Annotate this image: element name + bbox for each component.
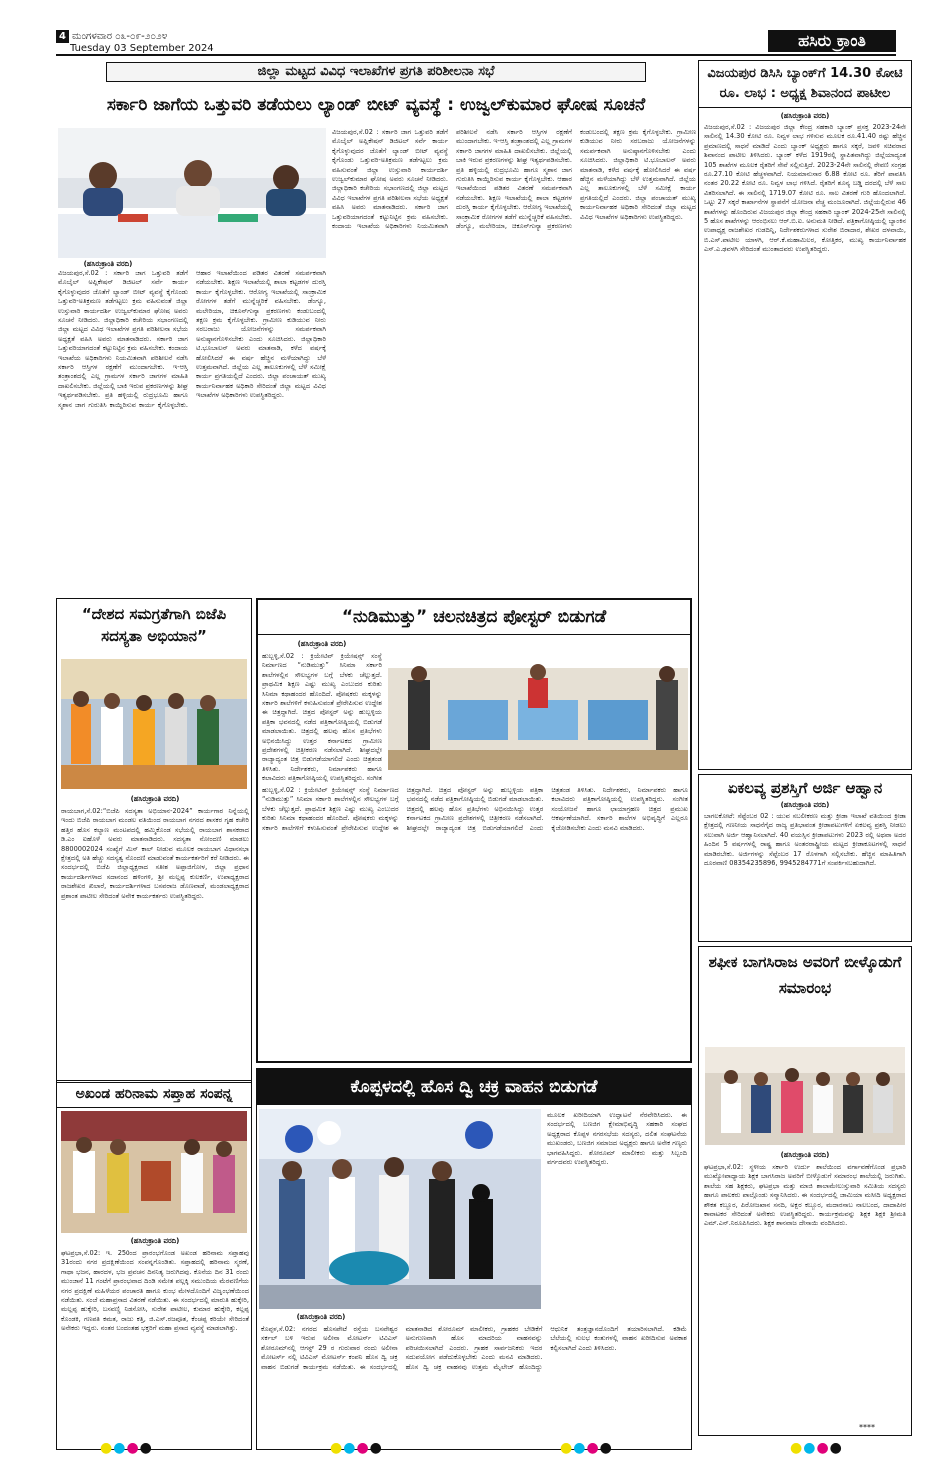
shafiq-byline: (ಹಸಿರುಕ್ರಾಂತಿ ವರದಿ) <box>780 1151 830 1159</box>
date-english: Tuesday 03 September 2024 <box>70 43 214 54</box>
harinama-story <box>56 1080 252 1450</box>
bank-byline: (ಹಸಿರುಕ್ರಾಂತಿ ವರದಿ) <box>780 112 830 120</box>
bjp-byline: (ಹಸಿರುಕ್ರಾಂತಿ ವರದಿ) <box>130 795 180 803</box>
ekalavya-headline: ಏಕಲವ್ಯ ಪ್ರಶಸ್ತಿಗೆ ಅರ್ಜಿ ಆಹ್ವಾನ <box>727 779 883 797</box>
page-number: 4 <box>56 30 69 43</box>
nudimuttu-body-2: ಹುಬ್ಬಳ್ಳಿ,ಸೆ.02 : ಕ್ರಿಯೇಟಿವ್ ಕ್ರಿಯೇಷನ್ಸ್ ಸಂಸ್ಥೆ ನಿರ್ಮಾಣದ “ನುಡಿಮುತ್ತು” ಸಿನಿಮಾ ಸರ್ಕಾರಿ ಶಾಲೆಗಳಲ್ಲಿನ ಸೌಲಭ್ಯಗಳ ಬಗ್ಗೆ ಬೆಳಕು ಚೆಲ್ಲುತ್ತದೆ. ಪ್ರಾಥಮಿಕ ಶಿಕ್ಷಣ ಎಷ್ಟು ಮುಖ್ಯ ಎಂಬುದರ ಕುರಿತು ಸಿನಿಮಾ ಕಥಾಹಂದರ ಹೊಂದಿದೆ. ಪೋಷಕರು ಮಕ್ಕಳನ್ನು ಸರ್ಕಾರಿ ಶಾಲೆಗಳಿಗೆ ಕಳುಹಿಸುವಂತೆ ಪ್ರೇರೇಪಿಸುವ ಉದ್ದೇಶ ಈ ಚಿತ್ರದ್ದಾಗಿದೆ. ಚಿತ್ರದ ಪೋಸ್ಟರ್ ಅನ್ನು ಹುಬ್ಬಳ್ಳಿಯ ಪತ್ರಿಕಾ ಭವನದಲ್ಲಿ ನಡೆದ ಪತ್ರಿಕಾಗೋಷ್ಠಿಯಲ್ಲಿ ಬಿಡುಗಡೆ ಮಾಡಲಾಯಿತು. ಚಿತ್ರದಲ್ಲಿ ಹಲವು ಹೊಸ ಪ್ರತಿಭೆಗಳು ಅಭಿನಯಿಸಿದ್ದು ಉತ್ತರ ಕರ್ನಾಟಕದ ಗ್ರಾಮೀಣ ಪ್ರದೇಶಗಳಲ್ಲಿ ಚಿತ್ರೀಕರಣ ನಡೆಸಲಾಗಿದೆ. ಶೀಘ್ರದಲ್ಲೇ ರಾಜ್ಯಾದ್ಯಂತ ಚಿತ್ರ ಬಿಡುಗಡೆಯಾಗಲಿದೆ ಎಂದು ಚಿತ್ರತಂಡ ತಿಳಿಸಿತು. ನಿರ್ದೇಶಕರು, ನಿರ್ಮಾಪಕರು ಹಾಗೂ ಕಲಾವಿದರು ಪತ್ರಿಕಾಗೋಷ್ಠಿಯಲ್ಲಿ ಉಪಸ್ಥಿತರಿದ್ದರು. ಸಂಗೀತ ಸಂಯೋಜನೆ ಹಾಗೂ ಛಾಯಾಗ್ರಹಣ ಚಿತ್ರದ ಪ್ರಮುಖ ಆಕರ್ಷಣೆಯಾಗಿದೆ. ಸರ್ಕಾರಿ ಶಾಲೆಗಳ ಅಭಿವೃದ್ಧಿಗೆ ಎಲ್ಲರೂ ಕೈಜೋಡಿಸಬೇಕು ಎಂದು ಮನವಿ ಮಾಡಿದರು. <box>262 786 688 832</box>
bank-headline: ವಿಜಯಪುರ ಡಿಸಿಸಿ ಬ್ಯಾಂಕ್‌ಗೆ 14.30 ಕೋಟಿ ರೂ. ಲಾಭ : ಅಧ್ಯಕ್ಷ ಶಿವಾನಂದ ಪಾಟೀಲ <box>699 61 911 108</box>
ekalavya-byline: (ಹಸಿರುಕ್ರಾಂತಿ ವರದಿ) <box>780 801 830 809</box>
main-headline: ಸರ್ಕಾರಿ ಜಾಗೆಯ ಒತ್ತುವರಿ ತಡೆಯಲು ಲ್ಯಾಂಡ್ ಬೀಟ್ ವ್ಯವಸ್ಥೆ : ಉಜ್ವಲ್‌ಕುಮಾರ ಘೋಷ ಸೂಚನೆ <box>106 95 646 115</box>
bjp-headline: “ದೇಶದ ಸಮಗ್ರತೆಗಾಗಿ ಬಿಜೆಪಿ ಸದಸ್ಯತಾ ಅಭಿಯಾನ” <box>81 605 227 645</box>
nudimuttu-story <box>256 598 692 1063</box>
main-body-2: ವಿಜಯಪುರ,ಸೆ.02 : ಸರ್ಕಾರಿ ಜಾಗ ಒತ್ತುವರಿ ತಡೆಗೆ ಮೊಬೈಲ್ ಅಪ್ಲಿಕೇಷನ್ ಡಿಜಿಟಲ್ ಸರ್ವೆ ಕಾರ್ಯ ಕೈಗೊಳ್ಳುವುದರ ಜೊತೆಗೆ ಲ್ಯಾಂಡ್ ಬೀಟ್ ವ್ಯವಸ್ಥೆ ಕೈಗೊಂಡು ಒತ್ತುವರಿ-ಅತಿಕ್ರಮಣ ತಡೆಗಟ್ಟಲು ಕ್ರಮ ವಹಿಸುವಂತೆ ಜಿಲ್ಲಾ ಉಸ್ತುವಾರಿ ಕಾರ್ಯದರ್ಶಿ ಉಜ್ವಲ್‌ಕುಮಾರ ಘೋಷ ಅವರು ಸೂಚನೆ ನೀಡಿದರು. ಜಿಲ್ಲಾಧಿಕಾರಿ ಕಚೇರಿಯ ಸಭಾಂಗಣದಲ್ಲಿ ಜಿಲ್ಲಾ ಮಟ್ಟದ ವಿವಿಧ ಇಲಾಖೆಗಳ ಪ್ರಗತಿ ಪರಿಶೀಲನಾ ಸಭೆಯ ಅಧ್ಯಕ್ಷತೆ ವಹಿಸಿ ಅವರು ಮಾತನಾಡಿದರು. ಸರ್ಕಾರಿ ಜಾಗ ಒತ್ತುವರಿಯಾಗದಂತೆ ಕಟ್ಟುನಿಟ್ಟಿನ ಕ್ರಮ ವಹಿಸಬೇಕು. ಕಂದಾಯ ಇಲಾಖೆಯ ಅಧಿಕಾರಿಗಳು ನಿಯಮಿತವಾಗಿ ಪರಿಶೀಲನೆ ನಡೆಸಿ ಸರ್ಕಾರಿ ಆಸ್ತಿಗಳ ರಕ್ಷಣೆಗೆ ಮುಂದಾಗಬೇಕು. ಇ-ಆಸ್ತಿ ತಂತ್ರಾಂಶದಲ್ಲಿ ಎಲ್ಲ ಗ್ರಾಮಗಳ ಸರ್ಕಾರಿ ಜಾಗಗಳ ಮಾಹಿತಿ ದಾಖಲಿಸಬೇಕು. ಜಿಲ್ಲೆಯಲ್ಲಿ ಬಾಕಿ ಇರುವ ಪ್ರಕರಣಗಳನ್ನು ಶೀಘ್ರ ಇತ್ಯರ್ಥಪಡಿಸಬೇಕು. ಪ್ರತಿ ಹಳ್ಳಿಯಲ್ಲಿ ರುದ್ರಭೂಮಿ ಹಾಗೂ ಸ್ಮಶಾನ ಜಾಗ ಗುರುತಿಸಿ ಕಾಯ್ದಿರಿಸುವ ಕಾರ್ಯ ಕೈಗೊಳ್ಳಬೇಕು. ಆಹಾರ ಇಲಾಖೆಯಿಂದ ಪಡಿತರ ವಿತರಣೆ ಸಮರ್ಪಕವಾಗಿ ನಡೆಯಬೇಕು. ಶಿಕ್ಷಣ ಇಲಾಖೆಯಲ್ಲಿ ಶಾಲಾ ಕಟ್ಟಡಗಳ ದುರಸ್ತಿ ಕಾರ್ಯ ಕೈಗೊಳ್ಳಬೇಕು. ಆರೋಗ್ಯ ಇಲಾಖೆಯಲ್ಲಿ ಸಾಂಕ್ರಾಮಿಕ ರೋಗಗಳ ತಡೆಗೆ ಮುನ್ನೆಚ್ಚರಿಕೆ ವಹಿಸಬೇಕು. ಡೆಂಗ್ಯೂ, ಮಲೇರಿಯಾ, ಚಿಕೂನ್‌ಗುನ್ಯಾ ಪ್ರಕರಣಗಳು ಕಂಡುಬಂದಲ್ಲಿ ತಕ್ಷಣ ಕ್ರಮ ಕೈಗೊಳ್ಳಬೇಕು. ಗ್ರಾಮೀಣ ಕುಡಿಯುವ ನೀರು ಸರಬರಾಜು ಯೋಜನೆಗಳನ್ನು ಸಮರ್ಪಕವಾಗಿ ಅನುಷ್ಠಾನಗೊಳಿಸಬೇಕು ಎಂದು ಸೂಚಿಸಿದರು. ಜಿಲ್ಲಾಧಿಕಾರಿ ಟಿ.ಭೂಬಾಲನ್ ಅವರು ಮಾತನಾಡಿ, ಕಳೆದ ವರ್ಷಕ್ಕೆ ಹೋಲಿಸಿದರೆ ಈ ವರ್ಷ ಹೆಚ್ಚಿನ ಮಳೆಯಾಗಿದ್ದು ಬೆಳೆ ಉತ್ತಮವಾಗಿದೆ. ಜಿಲ್ಲೆಯ ಎಲ್ಲ ತಾಲೂಕುಗಳಲ್ಲಿ ಬೆಳೆ ಸಮೀಕ್ಷೆ ಕಾರ್ಯ ಪ್ರಗತಿಯಲ್ಲಿದೆ ಎಂದರು. ಜಿಲ್ಲಾ ಪಂಚಾಯತ್ ಮುಖ್ಯ ಕಾರ್ಯನಿರ್ವಾಹಕ ಅಧಿಕಾರಿ ಸೇರಿದಂತೆ ಜಿಲ್ಲಾ ಮಟ್ಟದ ವಿವಿಧ ಇಲಾಖೆಗಳ ಅಧಿಕಾರಿಗಳು ಉಪಸ್ಥಿತರಿದ್ದರು. <box>332 128 696 231</box>
harinama-photo <box>61 1111 247 1233</box>
registration-marks-4: ●●●● <box>790 1440 843 1456</box>
nudimuttu-headline: “ನುಡಿಮುತ್ತು” ಚಲನಚಿತ್ರದ ಪೋಸ್ಟರ್ ಬಿಡುಗಡೆ <box>258 600 690 635</box>
vehicle-launch-photo <box>259 1109 541 1309</box>
registration-marks-1: ●●●● <box>100 1440 153 1456</box>
vehicle-body: ಕೊಪ್ಪಳ,ಸೆ.02: ನಗರದ ಹೊಸಪೇಟೆ ರಸ್ತೆಯ ಬಸವೇಶ್ವರ ಸರ್ಕಲ್ ಬಳಿ ಇರುವ ಅಲೀನಾ ಮೋಟರ್ಸ್ ಟಿವಿಎಸ್ ಶೋರೂಮ್‌ನಲ್ಲಿ ಆಗಸ್ಟ್ 29 ರ ಗುರುವಾರ ರಂದು ಅಲೀನಾ ಮೋಟರ್ಸ್ ನಲ್ಲಿ ಟಿವಿಎಸ್ ಮೋಟರ್ಸ್ ಕಂಪನಿ ಹೊಸ ದ್ವಿ ಚಕ್ರ ವಾಹನ ಬಿಡುಗಡೆ ಕಾರ್ಯಕ್ರಮ ನಡೆಯಿತು. ಈ ಸಂದರ್ಭದಲ್ಲಿ ಮಾತನಾಡಿದ ಶೋರೂಮ್ ಮಾಲೀಕರು, ಗ್ರಾಹಕರ ಬೇಡಿಕೆಗೆ ಅನುಗುಣವಾಗಿ ಹೊಸ ಮಾದರಿಯ ವಾಹನವನ್ನು ಪರಿಚಯಿಸಲಾಗಿದೆ ಎಂದರು. ಗ್ರಾಹಕ ಸಾರ್ವಜನಿಕರು ಇದರ ಸದುಪಯೋಗ ಪಡೆದುಕೊಳ್ಳಬೇಕು ಎಂದು ಮನವಿ ಮಾಡಿದರು. ಹೊಸ ದ್ವಿ ಚಕ್ರ ವಾಹನವು ಉತ್ತಮ ಮೈಲೇಜ್ ಹೊಂದಿದ್ದು ಆಧುನಿಕ ತಂತ್ರಜ್ಞಾನದೊಂದಿಗೆ ತಯಾರಿಸಲಾಗಿದೆ. ಕಡಿಮೆ ಬೆಲೆಯಲ್ಲಿ ಸುಲಭ ಕಂತುಗಳಲ್ಲಿ ವಾಹನ ಖರೀದಿಸುವ ಅವಕಾಶ ಕಲ್ಪಿಸಲಾಗಿದೆ ಎಂದು ತಿಳಿಸಿದರು. <box>261 1325 687 1371</box>
bjp-story <box>56 598 252 1083</box>
date-kannada: ಮಂಗಳವಾರ ೦೩-೦೯-೨೦೨೪ <box>71 31 168 42</box>
harinama-headline: ಅಖಂಡ ಹರಿನಾಮ ಸಪ್ತಾಹ ಸಂಪನ್ನ <box>57 1081 251 1108</box>
harinama-byline: (ಹಸಿರುಕ್ರಾಂತಿ ವರದಿ) <box>130 1237 180 1245</box>
nudimuttu-byline: (ಹಸಿರುಕ್ರಾಂತಿ ವರದಿ) <box>297 640 347 648</box>
main-columns <box>56 128 696 590</box>
farewell-photo <box>705 1047 905 1145</box>
shafiq-story <box>698 946 912 1436</box>
registration-marks-2: ●●●● <box>330 1440 383 1456</box>
vehicle-story <box>256 1068 692 1450</box>
poster-release-photo <box>388 640 688 770</box>
bank-story <box>698 60 912 770</box>
header-rule <box>56 54 896 56</box>
nudimuttu-body-1: ಹುಬ್ಬಳ್ಳಿ,ಸೆ.02 : ಕ್ರಿಯೇಟಿವ್ ಕ್ರಿಯೇಷನ್ಸ್ ಸಂಸ್ಥೆ ನಿರ್ಮಾಣದ “ನುಡಿಮುತ್ತು” ಸಿನಿಮಾ ಸರ್ಕಾರಿ ಶಾಲೆಗಳಲ್ಲಿನ ಸೌಲಭ್ಯಗಳ ಬಗ್ಗೆ ಬೆಳಕು ಚೆಲ್ಲುತ್ತದೆ. ಪ್ರಾಥಮಿಕ ಶಿಕ್ಷಣ ಎಷ್ಟು ಮುಖ್ಯ ಎಂಬುದರ ಕುರಿತು ಸಿನಿಮಾ ಕಥಾಹಂದರ ಹೊಂದಿದೆ. ಪೋಷಕರು ಮಕ್ಕಳನ್ನು ಸರ್ಕಾರಿ ಶಾಲೆಗಳಿಗೆ ಕಳುಹಿಸುವಂತೆ ಪ್ರೇರೇಪಿಸುವ ಉದ್ದೇಶ ಈ ಚಿತ್ರದ್ದಾಗಿದೆ. ಚಿತ್ರದ ಪೋಸ್ಟರ್ ಅನ್ನು ಹುಬ್ಬಳ್ಳಿಯ ಪತ್ರಿಕಾ ಭವನದಲ್ಲಿ ನಡೆದ ಪತ್ರಿಕಾಗೋಷ್ಠಿಯಲ್ಲಿ ಬಿಡುಗಡೆ ಮಾಡಲಾಯಿತು. ಚಿತ್ರದಲ್ಲಿ ಹಲವು ಹೊಸ ಪ್ರತಿಭೆಗಳು ಅಭಿನಯಿಸಿದ್ದು ಉತ್ತರ ಕರ್ನಾಟಕದ ಗ್ರಾಮೀಣ ಪ್ರದೇಶಗಳಲ್ಲಿ ಚಿತ್ರೀಕರಣ ನಡೆಸಲಾಗಿದೆ. ಶೀಘ್ರದಲ್ಲೇ ರಾಜ್ಯಾದ್ಯಂತ ಚಿತ್ರ ಬಿಡುಗಡೆಯಾಗಲಿದೆ ಎಂದು ಚಿತ್ರತಂಡ ತಿಳಿಸಿತು. ನಿರ್ದೇಶಕರು, ನಿರ್ಮಾಪಕರು ಹಾಗೂ ಕಲಾವಿದರು ಪತ್ರಿಕಾಗೋಷ್ಠಿಯಲ್ಲಿ ಉಪಸ್ಥಿತರಿದ್ದರು. ಸಂಗೀತ <box>262 652 382 782</box>
main-kicker: ಜಿಲ್ಲಾ ಮಟ್ಟದ ವಿವಿಧ ಇಲಾಖೆಗಳ ಪ್ರಗತಿ ಪರಿಶೀಲನಾ ಸಭೆ <box>106 62 646 82</box>
end-mark: **** <box>859 1423 875 1432</box>
bjp-body: ರಾಯಬಾಗ,ಸೆ.02:“ಬಿಜೆಪಿ ಸದಸ್ಯತಾ ಅಭಿಯಾನ-2024” ಕಾರ್ಯಗಾರ ನಿನ್ನೆಯಲ್ಲಿ ಇಂದು ಬಿಜೆಪಿ ರಾಯಬಾಗ ಮಂಡಲ ವತಿಯಿಂದ ರಾಯಬಾಗ ನಗರದ ಶಾಸಕರ ಗೃಹ ಕಚೇರಿ ಹತ್ತಿರ ಹೊಸ ಕಲ್ಯಾಣ ಮಂಟಪದಲ್ಲಿ ಹಮ್ಮಿಕೊಂಡ ಸಭೆಯಲ್ಲಿ ರಾಯಬಾಗ ಶಾಸಕರಾದ ಡಿ.ಎಂ ಐಹೊಳೆ ಅವರು ಮಾತನಾಡಿದರು. ಸದಸ್ಯತಾ ನೋಂದಣಿ ಮಾಡಲು 8800002024 ಸಂಖ್ಯೆಗೆ ಮಿಸ್ ಕಾಲ್ ನೀಡುವ ಮೂಲಕ ರಾಯಬಾಗ ವಿಧಾನಸಭಾ ಕ್ಷೇತ್ರದಲ್ಲಿ ಅತಿ ಹೆಚ್ಚು ಸದಸ್ಯತ್ವ ನೊಂದಣಿ ಮಾಡುವಂತೆ ಕಾರ್ಯಕರ್ತರಿಗೆ ಕರೆ ನೀಡಿದರು. ಈ ಸಂದರ್ಭದಲ್ಲಿ ಬಿಜೆಪಿ ಜಿಲ್ಲಾಧ್ಯಕ್ಷರಾದ ಸತೀಶ ಅಪ್ಪಾಜಿಗೋಳ, ಜಿಲ್ಲಾ ಪ್ರಧಾನ ಕಾರ್ಯದರ್ಶಿಗಳಾದ ಸದಾನಂದ ಹಳಿಂಗಳಿ, ಶ್ರೀ ಮಲ್ಲಪ್ಪ ಕುಲಕರ್ಣಿ, ಉಪಾಧ್ಯಕ್ಷರಾದ ರಾಜಶೇಖರ ಖಿಲಾರೆ, ಕಾರ್ಯದರ್ಶಿಗಳಾದ ಬಸವರಾಜ ಡೊಣವಾಡೆ, ಮಂಡಲಾಧ್ಯಕ್ಷರಾದ ಪ್ರಶಾಂತ ಪಾಟೀಲ ಸೇರಿದಂತೆ ಅನೇಕ ಕಾರ್ಯಕರ್ತರು ಉಪಸ್ಥಿತರಿದ್ದರು. <box>61 807 249 900</box>
harinama-body: ಘಟಪ್ರಭಾ,ಸೆ.02: ಇ. 250ಂದ ಪ್ರಾರಂಭಗೊಂಡ ಅಖಂಡ ಹರಿನಾಮ ಸಪ್ತಾಹವು 31ರಂದು ನಗರ ಪ್ರದಕ್ಷಿಣೆಯಿಂದ ಸಂಪನ್ನಗೊಂಡಿತು. ಸಪ್ತಾಹದಲ್ಲಿ ಹರಿನಾಮ ಸ್ಮರಣೆ, ಗಾಥಾ ಭಜನ, ಹಾರದಳ, ಭಜ ಪ್ರವಚನ ದಿನನಿತ್ಯ ಜರುಗಿದವು. ಕೊನೆಯ ದಿನ 31 ರಂದು ಮುಂಜಾನೆ 11 ಗಂಟೆಗೆ ಪ್ರಾರಂಭವಾದ ದಿಂಡಿ ಸಮೇತ ಪಲ್ಲಕ್ಕಿ ಸಮುಂದಿಯ ಮೆರವಣಿಗೆಯ ನಗರ ಪ್ರದಕ್ಷಿಣೆ ಮಹಿಳೆಯರ ಪಂಚಾರತಿ ಹಾಗೂ ಕುಂಭ ಮೇಳದೊಂದಿಗೆ ವಿಜೃಂಭಣೆಯಿಂದ ನಡೆಯಿತು. ಸಂಜೆ ಮಹಾಪ್ರಸಾದ ವಿತರಣೆ ನಡೆಯಿತು. ಈ ಸಂದರ್ಭದಲ್ಲಿ ಮಾರುತಿ ಹುಕ್ಕೇರಿ, ಮಲ್ಲಪ್ಪ ಹುಕ್ಕೇರಿ, ಬಸವಣ್ಣಿ ನಿಡಸೋಸಿ, ಸುರೇಶ ಪಾಟೀಲ, ಕುಮಾರ ಹುಕ್ಕೇರಿ, ಕಲ್ಲಪ್ಪ ಕೊಂಡಕಿ, ಗಣಪತಿ ಕಮತ, ರಾಜು ಕತ್ತಿ, ಜಿ.ಎಸ್.ರಜಪೂತ, ಕೆಂಚಪ್ಪ ಕರಿಯೇ ಸೇರಿದಂತೆ ಅನೇಕರು ಇದ್ದರು. ನಂತರ ಬಂದಂತಹ ಭಕ್ತರಿಗೆ ಮಹಾ ಪ್ರಸಾದ ವ್ಯವಸ್ಥೆ ಮಾಡಲಾಗಿತ್ತು. <box>61 1249 249 1333</box>
vehicle-byline: (ಹಸಿರುಕ್ರಾಂತಿ ವರದಿ) <box>296 1313 346 1321</box>
masthead: ಹಸಿರು ಕ್ರಾಂತಿ <box>768 30 896 52</box>
main-body-1: ವಿಜಯಪುರ,ಸೆ.02 : ಸರ್ಕಾರಿ ಜಾಗ ಒತ್ತುವರಿ ತಡೆಗೆ ಮೊಬೈಲ್ ಅಪ್ಲಿಕೇಷನ್ ಡಿಜಿಟಲ್ ಸರ್ವೆ ಕಾರ್ಯ ಕೈಗೊಳ್ಳುವುದರ ಜೊತೆಗೆ ಲ್ಯಾಂಡ್ ಬೀಟ್ ವ್ಯವಸ್ಥೆ ಕೈಗೊಂಡು ಒತ್ತುವರಿ-ಅತಿಕ್ರಮಣ ತಡೆಗಟ್ಟಲು ಕ್ರಮ ವಹಿಸುವಂತೆ ಜಿಲ್ಲಾ ಉಸ್ತುವಾರಿ ಕಾರ್ಯದರ್ಶಿ ಉಜ್ವಲ್‌ಕುಮಾರ ಘೋಷ ಅವರು ಸೂಚನೆ ನೀಡಿದರು. ಜಿಲ್ಲಾಧಿಕಾರಿ ಕಚೇರಿಯ ಸಭಾಂಗಣದಲ್ಲಿ ಜಿಲ್ಲಾ ಮಟ್ಟದ ವಿವಿಧ ಇಲಾಖೆಗಳ ಪ್ರಗತಿ ಪರಿಶೀಲನಾ ಸಭೆಯ ಅಧ್ಯಕ್ಷತೆ ವಹಿಸಿ ಅವರು ಮಾತನಾಡಿದರು. ಸರ್ಕಾರಿ ಜಾಗ ಒತ್ತುವರಿಯಾಗದಂತೆ ಕಟ್ಟುನಿಟ್ಟಿನ ಕ್ರಮ ವಹಿಸಬೇಕು. ಕಂದಾಯ ಇಲಾಖೆಯ ಅಧಿಕಾರಿಗಳು ನಿಯಮಿತವಾಗಿ ಪರಿಶೀಲನೆ ನಡೆಸಿ ಸರ್ಕಾರಿ ಆಸ್ತಿಗಳ ರಕ್ಷಣೆಗೆ ಮುಂದಾಗಬೇಕು. ಇ-ಆಸ್ತಿ ತಂತ್ರಾಂಶದಲ್ಲಿ ಎಲ್ಲ ಗ್ರಾಮಗಳ ಸರ್ಕಾರಿ ಜಾಗಗಳ ಮಾಹಿತಿ ದಾಖಲಿಸಬೇಕು. ಜಿಲ್ಲೆಯಲ್ಲಿ ಬಾಕಿ ಇರುವ ಪ್ರಕರಣಗಳನ್ನು ಶೀಘ್ರ ಇತ್ಯರ್ಥಪಡಿಸಬೇಕು. ಪ್ರತಿ ಹಳ್ಳಿಯಲ್ಲಿ ರುದ್ರಭೂಮಿ ಹಾಗೂ ಸ್ಮಶಾನ ಜಾಗ ಗುರುತಿಸಿ ಕಾಯ್ದಿರಿಸುವ ಕಾರ್ಯ ಕೈಗೊಳ್ಳಬೇಕು. ಆಹಾರ ಇಲಾಖೆಯಿಂದ ಪಡಿತರ ವಿತರಣೆ ಸಮರ್ಪಕವಾಗಿ ನಡೆಯಬೇಕು. ಶಿಕ್ಷಣ ಇಲಾಖೆಯಲ್ಲಿ ಶಾಲಾ ಕಟ್ಟಡಗಳ ದುರಸ್ತಿ ಕಾರ್ಯ ಕೈಗೊಳ್ಳಬೇಕು. ಆರೋಗ್ಯ ಇಲಾಖೆಯಲ್ಲಿ ಸಾಂಕ್ರಾಮಿಕ ರೋಗಗಳ ತಡೆಗೆ ಮುನ್ನೆಚ್ಚರಿಕೆ ವಹಿಸಬೇಕು. ಡೆಂಗ್ಯೂ, ಮಲೇರಿಯಾ, ಚಿಕೂನ್‌ಗುನ್ಯಾ ಪ್ರಕರಣಗಳು ಕಂಡುಬಂದಲ್ಲಿ ತಕ್ಷಣ ಕ್ರಮ ಕೈಗೊಳ್ಳಬೇಕು. ಗ್ರಾಮೀಣ ಕುಡಿಯುವ ನೀರು ಸರಬರಾಜು ಯೋಜನೆಗಳನ್ನು ಸಮರ್ಪಕವಾಗಿ ಅನುಷ್ಠಾನಗೊಳಿಸಬೇಕು ಎಂದು ಸೂಚಿಸಿದರು. ಜಿಲ್ಲಾಧಿಕಾರಿ ಟಿ.ಭೂಬಾಲನ್ ಅವರು ಮಾತನಾಡಿ, ಕಳೆದ ವರ್ಷಕ್ಕೆ ಹೋಲಿಸಿದರೆ ಈ ವರ್ಷ ಹೆಚ್ಚಿನ ಮಳೆಯಾಗಿದ್ದು ಬೆಳೆ ಉತ್ತಮವಾಗಿದೆ. ಜಿಲ್ಲೆಯ ಎಲ್ಲ ತಾಲೂಕುಗಳಲ್ಲಿ ಬೆಳೆ ಸಮೀಕ್ಷೆ ಕಾರ್ಯ ಪ್ರಗತಿಯಲ್ಲಿದೆ ಎಂದರು. ಜಿಲ್ಲಾ ಪಂಚಾಯತ್ ಮುಖ್ಯ ಕಾರ್ಯನಿರ್ವಾಹಕ ಅಧಿಕಾರಿ ಸೇರಿದಂತೆ ಜಿಲ್ಲಾ ಮಟ್ಟದ ವಿವಿಧ ಇಲಾಖೆಗಳ ಅಧಿಕಾರಿಗಳು ಉಪಸ್ಥಿತರಿದ್ದರು. <box>58 269 326 409</box>
bank-body: ವಿಜಯಪುರ,ಸೆ.02 : ವಿಜಯಪುರ ಜಿಲ್ಲಾ ಕೇಂದ್ರ ಸಹಕಾರಿ ಬ್ಯಾಂಕ್ ಪ್ರಸಕ್ತ 2023-24ನೇ ಸಾಲಿನಲ್ಲಿ 14.30 ಕೋಟಿ ರೂ. ನಿವ್ವಳ ಲಾಭ ಗಳಿಸುವ ಮೂಲಕ ರೂ.41.40 ರಷ್ಟು ಹೆಚ್ಚಿನ ಪ್ರಮಾಣದಲ್ಲಿ ಸಾಧನೆ ಮಾಡಿದೆ ಎಂದು ಬ್ಯಾಂಕ್ ಅಧ್ಯಕ್ಷರು ಹಾಗೂ ಸಕ್ಕರೆ, ಜವಳಿ ಸಚಿವರಾದ ಶಿವಾನಂದ ಪಾಟೀಲ ತಿಳಿಸಿದರು. ಬ್ಯಾಂಕ್ ಕಳೆದ 1919ರಲ್ಲಿ ಸ್ಥಾಪಿತವಾಗಿದ್ದು ಜಿಲ್ಲೆಯಾದ್ಯಂತ 105 ಶಾಖೆಗಳ ಮೂಲಕ ರೈತರಿಗೆ ಸೇವೆ ಸಲ್ಲಿಸುತ್ತಿದೆ. 2023-24ನೇ ಸಾಲಿನಲ್ಲಿ ಠೇವಣಿ ಸಂಗ್ರಹ ರೂ.27.10 ಕೋಟಿ ಹೆಚ್ಚಳವಾಗಿದೆ. ನಿಯಮಾನುಸಾರ 6.88 ಕೋಟಿ ರೂ. ತೆರಿಗೆ ಪಾವತಿಸಿ ನಂತರ 20.22 ಕೋಟಿ ರೂ. ನಿವ್ವಳ ಲಾಭ ಗಳಿಸಿದೆ. ರೈತರಿಗೆ ಶೂನ್ಯ ಬಡ್ಡಿ ದರದಲ್ಲಿ ಬೆಳೆ ಸಾಲ ವಿತರಿಸಲಾಗಿದೆ. ಈ ಸಾಲಿನಲ್ಲಿ 1719.07 ಕೋಟಿ ರೂ. ಸಾಲ ವಿತರಣೆ ಗುರಿ ಹೊಂದಲಾಗಿದೆ. ಒಟ್ಟು 27 ಸಕ್ಕರೆ ಕಾರ್ಖಾನೆಗಳ ಸ್ಥಾಪನೆಗೆ ಯೋಜನಾ ವೆಚ್ಚ ಮಂಜೂರಾಗಿದೆ. ಜಿಲ್ಲೆಯಲ್ಲಿರುವ 46 ಶಾಖೆಗಳನ್ನು ಹೊಂದಿರುವ ವಿಜಯಪುರ ಜಿಲ್ಲಾ ಕೇಂದ್ರ ಸಹಕಾರಿ ಬ್ಯಾಂಕ್ 2024-25ನೇ ಸಾಲಿನಲ್ಲಿ 5 ಹೊಸ ಶಾಖೆಗಳನ್ನು ಆರಂಭಿಸಲು ಆರ್.ಬಿ.ಐ. ಅನುಮತಿ ನೀಡಿದೆ. ಪತ್ರಿಕಾಗೋಷ್ಠಿಯಲ್ಲಿ ಬ್ಯಾಂಕಿನ ಉಪಾಧ್ಯಕ್ಷ ರಾಜಶೇಖರ ಗುಡದಿನ್ನಿ, ನಿರ್ದೇಶಕರುಗಳಾದ ಸುರೇಶ ಬಿರಾದಾರ, ಶೇಖರ ದಳವಾಯಿ, ಬಿ.ಎಸ್.ಪಾಟೀಲ ಯಾಳಗಿ, ಆರ್.ಕೆ.ಮಹಾಮಿಲರ, ಕೋತ್ತಿಕರ, ಮುಖ್ಯ ಕಾರ್ಯನಿರ್ವಾಹಕ ಎಸ್.ಎ.ಢವಳಗಿ ಸೇರಿದಂತೆ ಮುಂತಾದವರು ಉಪಸ್ಥಿತರಿದ್ದರು. <box>704 123 906 254</box>
meeting-photo <box>58 128 326 258</box>
ekalavya-story <box>698 774 912 942</box>
page-header <box>56 30 214 54</box>
registration-marks-3: ●●●● <box>560 1440 613 1456</box>
vehicle-headline: ಕೊಪ್ಪಳದಲ್ಲಿ ಹೊಸ ದ್ವಿ ಚಕ್ರ ವಾಹನ ಬಿಡುಗಡೆ <box>257 1069 691 1105</box>
shafiq-body: ಘಟಪ್ರಭಾ,ಸೆ.02: ಸ್ಥಳೀಯ ಸರ್ಕಾರಿ ಉರ್ದು ಶಾಲೆಯಿಂದ ವರ್ಗಾವಣೆಗೊಂಡ ಪ್ರಭಾರಿ ಮುಖ್ಯೋಪಾಧ್ಯಾಯ ಶಿಕ್ಷಕ ಬಾಗಸಿರಾಜ ಅವರಿಗೆ ಬೀಳ್ಕೊಡುಗೆ ಸಮಾರಂಭ ಶಾಲೆಯಲ್ಲಿ ಜರುಗಿತು. ಶಾಲೆಯ ಸಹ ಶಿಕ್ಷಕರು, ಘಟಪ್ರಭಾ ಮತ್ತು ಮಾಜಿ ಶಾಲಾಮೇಲುಸ್ತುವಾರಿ ಸಮಿತಿಯ ಸದಸ್ಯರು ಹಾಗೂ ಪಾಲಕರು ಪಾಲ್ಗೊಂಡು ಸನ್ಮಾನಿಸಿದರು. ಈ ಸಂದರ್ಭದಲ್ಲಿ ಜಾಮಿಯಾ ಮಸೀದಿ ಅಧ್ಯಕ್ಷರಾದ ಶೌಕತ ಕಬ್ಬೂರ, ಪಿರೋಜಖಾನ ಸನದಿ, ಅಕ್ಬರ ಕಬ್ಬೂರ, ಮದಾರಸಾಬ ನಾಲಬಂದ, ದಾದಾಪೀರ ಕಾವಾಟಕರ ಸೇರಿದಂತೆ ಅನೇಕರು ಉಪಸ್ಥಿತರಿದ್ದರು. ಕಾರ್ಯಕ್ರಮವನ್ನು ಶಿಕ್ಷಕ ಶಿಕ್ಷಕಿ ಶ್ರೀಮತಿ ಎಮ್.ಎನ್.ನಿರೂಪಿಸಿದರು. ಶಿಕ್ಷಕ ಶಾನವಾಜ ದೇಸಾಯಿ ವಂದಿಸಿದರು. <box>704 1163 906 1228</box>
bjp-photo <box>61 659 247 789</box>
main-story <box>56 60 696 590</box>
ekalavya-body: ಬಾಗಲಕೋಟೆ: ಸೆಪ್ಟೆಂಬರ 02 : ಯುವ ಸಬಲೀಕರಣ ಮತ್ತು ಕ್ರೀಡಾ ಇಲಾಖೆ ವತಿಯಿಂದ ಕ್ರೀಡಾ ಕ್ಷೇತ್ರದಲ್ಲಿ ಗಣನೀಯ ಸಾಧನೆಗೈದ ರಾಜ್ಯ ಪ್ರತಿಭಾವಂತ ಕ್ರೀಡಾಪಟುಗಳಿಗೆ ಏಕಲವ್ಯ ಪ್ರಶಸ್ತಿ ನೀಡಲು ಸಲುವಾಗಿ ಅರ್ಜಿ ಆಹ್ವಾನಿಸಲಾಗಿದೆ. 40 ವಯಸ್ಸಿನ ಕ್ರೀಡಾಪಟುಗಳು 2023 ರಲ್ಲಿ ಅಥವಾ ಅದರ ಹಿಂದಿನ 5 ವರ್ಷಗಳಲ್ಲಿ ರಾಷ್ಟ್ರ ಹಾಗೂ ಅಂತರರಾಷ್ಟ್ರೀಯ ಮಟ್ಟದ ಕ್ರೀಡಾಕೂಟಗಳಲ್ಲಿ ಸಾಧನೆ ಮಾಡಿರಬೇಕು. ಅರ್ಜಿಗಳನ್ನು ಸೆಪ್ಟೆಂಬರ 17 ರೊಳಗಾಗಿ ಸಲ್ಲಿಸಬೇಕು. ಹೆಚ್ಚಿನ ಮಾಹಿತಿಗಾಗಿ ದೂರವಾಣಿ 08354235896, 9945284771ಗೆ ಸಂಪರ್ಕಿಸಬಹುದಾಗಿದೆ. <box>704 812 906 868</box>
shafiq-headline: ಶಫೀಕ ಬಾಗಸಿರಾಜ ಅವರಿಗೆ ಬೀಳ್ಕೊಡುಗೆ ಸಮಾರಂಭ <box>708 953 902 997</box>
vehicle-body-side: ಮೂಲಕ ಖರೀದಿಯಾಗಿ ಉದ್ಘಾಟನೆ ನೆರವೇರಿಸಿದರು. ಈ ಸಂದರ್ಭದಲ್ಲಿ ಬಣಜಿಗ ಕ್ಷೇಮಾಭಿವೃದ್ಧಿ ಸಹಕಾರಿ ಸಂಘದ ಅಧ್ಯಕ್ಷರಾದ ಕೊಪ್ಪಳ ನಗರಸಭೆಯ ಸದಸ್ಯರು, ದಲಿತ ಸಂಘಟನೆಯ ಮುಖಂಡರು, ಬಣಜಿಗ ಸಮಾಜದ ಅಧ್ಯಕ್ಷರು ಹಾಗೂ ಅನೇಕ ಗಣ್ಯರು ಭಾಗವಹಿಸಿದ್ದರು. ಶೋರೂಮ್ ಮಾಲೀಕರು ಮತ್ತು ಸಿಬ್ಬಂದಿ ವರ್ಗದವರು ಉಪಸ್ಥಿತರಿದ್ದರು. <box>547 1111 687 1167</box>
main-byline: (ಹಸಿರುಕ್ರಾಂತಿ ವರದಿ) <box>83 260 133 268</box>
